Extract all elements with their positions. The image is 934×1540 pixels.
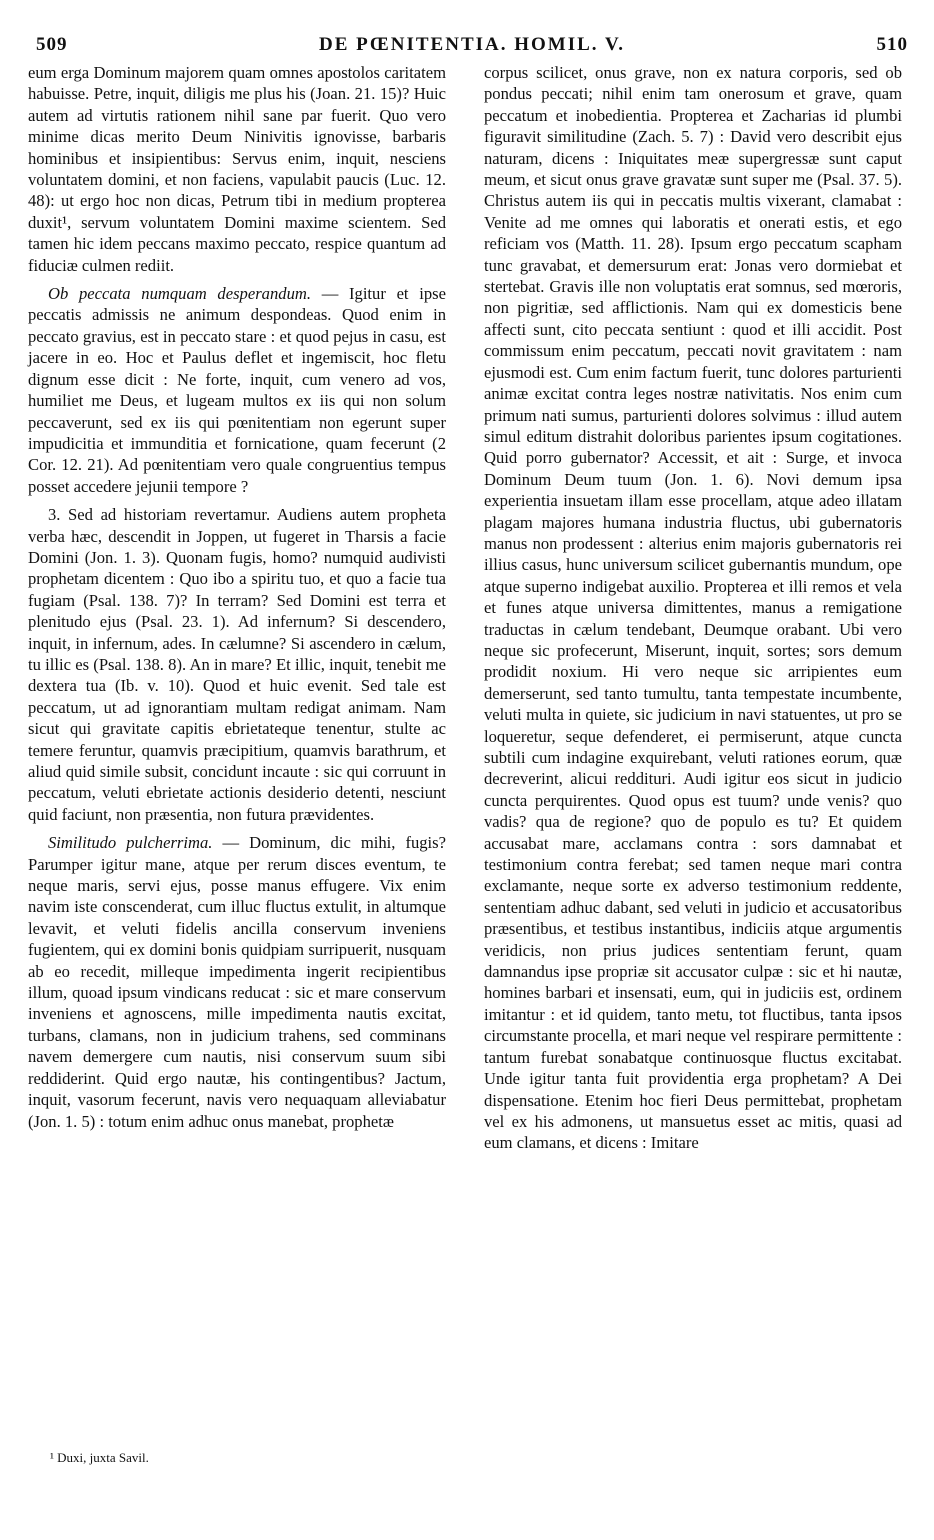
running-header [36, 34, 908, 58]
page-number-left: 509 [36, 34, 68, 55]
paragraph: eum erga Dominum majorem quam omnes apostolos caritatem habuisse. Petre, inquit, diligis me plus his (Joan. 21. 15)? Huic autem ad virtutis rationem nihil sane par fuerit. Quo vero minime dicas merito Deum Ninivitis ignovisse, barbaris hominibus et insipientibus: Servus enim, inquit, nesciens voluntatem domini, et non faciens, vapulabit paucis (Luc. 12. 48): ut ergo hoc non dicas, Petrum tibi in medium propterea duxit¹, servum voluntatem Domini maxime scientem. Sed tamen hic idem peccans maximo peccato, respice quantum ad fiduciæ culmen rediit. [28, 63, 446, 275]
paragraph [28, 832, 446, 1132]
section-heading: Ob peccata numquam desperandum. [48, 284, 311, 304]
paragraph: 3. Sed ad historiam revertamur. Audiens autem propheta verba hæc, descendit in Joppen, ut fugeret in Tharsis a facie Domini (Jon. 1. 3). Quonam fugis, homo? numquid audivisti prophetam dicentem : Quo ibo a spiritu tuo, et quo a facie tua fugiam (Psal. 138. 7)? In terram? Sed Domini est terra et plenitudo ejus (Psal. 23. 1). Ad infernum? Si descendero, inquit, in infernum, ades. In cælumne? Si ascendero in cælum, tu illic es (Psal. 138. 8). An in mare? Et illic, inquit, tenebit me dextera tua (Ib. v. 10). Quod et huic evenit. Sed tale est peccatum, ut ad ignorantiam multam redigat animam. Nam sicut qui gravitate capitis ebrietateque tenentur, stulte ac temere feruntur, quamvis præcipitium, quamvis barathrum, et aliud quid simile subsit, concidunt incaute : sic qui corruunt in peccatum, veluti ebrietate actionis desiderio detenti, nesciunt quid faciunt, non præsentia, non futura prævidentes. [28, 505, 446, 824]
section-heading: Similitudo pulcherrima. [48, 833, 213, 853]
paragraph: corpus scilicet, onus grave, non ex natura corporis, sed ob pondus peccati; nihil enim tam onerosum et grave, quam peccatum et inobedientia. Propterea et Zacharias id plumbi figuravit similitudine (Zach. 5. 7) : David vero describit ejus naturam, dicens : Iniquitates meæ supergressæ sunt caput meum, et sicut onus grave gravatæ sunt super me (Psal. 37. 5). Christus autem iis qui in peccatis multis vixerant, clamabat : Venite ad me omnes qui laboratis et onerati estis, et ego reficiam vos (Matth. 11. 28). Ipsum ergo peccatum scapham tunc gravabat, et demersurum erat: Jonas vero dormiebat et stertebat. Gravis ille non voluptatis erat somnus, sed mœroris, non pigritiæ, sed afflictionis. Nam qui ex domesticis bene affecti sunt, cito peccata sentiunt : quod et illi accidit. Post commissum enim peccatum, peccati novit gravitatem : nam ejusmodi est. Cum enim factum fuerit, tunc dolores parturienti animæ excitat contra leges nostræ nativitatis. Nos enim cum primum nati sumus, parturienti dolores solvimus : illud autem simul editum distrahit doloribus parientes ipsum cogitationes. Quid porro gubernator? Accessit, et ait : Surge, et invoca Dominum Deum tuum (Jon. 1. 6). Novi demum ipsa experientia insuetam illam esse procellam, atque adeo illatam plagam majores humana industria fluctus, ubi gubernatoris manus non prodessent : alterius enim majoris gubernatoris rei illius casus, hunc universum scilicet gubernantis mundum, ope atque superno indigebat auxilio. Propterea et illi remos et vela et funes atque universa dimittentes, manus a remigatione traductas in cælum tendebant, Deumque orabant. Ubi vero neque sic profecerunt, Miserunt, inquit, sortes; sors demum prodidit noxium. Hi vero neque sic arripientes eum demerserunt, sed tanto tumultu, tanta tempestate incumbente, veluti multa in quiete, sic judicium in navi statuentes, ut pro se loqueretur, seque defenderet, ei permiserunt, atque cuncta subtili cum indagine exquirebant, veluti rationes eorum, quæ decreverint, alicui redditurі. Audi igitur eos sicut in judicio cuncta perquirentes. Quod opus est tuum? unde venis? quo vadis? qua de regione? quo de populo es tu? Et quidem accusabat mare, acclamans contra : sors damnabat et testimonium contra ferebat; sed tamen neque mari contra exclamante, neque sorte ex adverso testimonium reddente, sententiam adhuc dabant, sed veluti in judicio et accusatoribus præsentibus, et testibus instantibus, indiciis atque argumentis veridicis, non prius judices sententiam ferunt, quam damnandus ipse propriæ sit accusator culpæ : sic et hi nautæ, homines barbari et insensati, eum, qui in judiciis est, ordinem imitantur : et id quidem, tanto metu, tot fluctibus, tanta ipsos circumstante procella, et mari neque vel respirare permittente : tantum furebat sonabatque continuosque fluctus excitabat. Unde igitur tanta fuit providentia erga prophetam? A Dei dispensatione. Etenim hoc fieri Deus permittebat, prophetam vel ex his admonens, ut mansuetus esset ac mitis, quasi ad eum clamans, et dicens : Imitare [484, 63, 902, 1153]
footnote: ¹ Duxi, juxta Savil. [50, 1450, 149, 1465]
page-number-right: 510 [876, 34, 908, 55]
running-title: DE PŒNITENTIA. HOMIL. V. [319, 34, 625, 55]
paragraph [28, 283, 446, 497]
left-column [28, 62, 446, 1139]
paragraph-text: — Igitur et ipse peccatis admissis ne animum despondeas. Quod enim in peccato gravius, est in peccato stare : et quod pejus in casu, est jacere in eo. Hoc et Paulus deflet et ingemiscit, hoc fletu dignum esse dicit : Ne forte, inquit, cum venero ad vos, humiliet me Deus, et lugeam multos ex iis qui non solum peccaverunt, sed ex iis qui pœnitentiam non egerunt super impudicitia et immunditia et fornicatione, quam fecerunt (2 Cor. 12. 21). Ad pœnitentiam vero quale congruentius tempus posset accedere jejunii tempore ? [28, 284, 446, 496]
right-column [484, 62, 902, 1161]
paragraph-text: — Dominum, dic mihi, fugis? Parumper igitur mane, atque per rerum disces eventum, te neque maris, servi ejus, posse manus effugere. Vix enim navim iste conscenderat, cum illuc fluctus extulit, in altumque levavit, et veluti fidelis ancilla conservum inveniens fugientem, qui ex domini bonis quidpiam surripuerit, nusquam ab eo recedit, milleque impedimenta ingerit recipientibus illum, quoad ipsum vindicans reducat : sic et mare conservum inveniens et agnoscens, mille impedimenta nautis excitat, turbans, clamans, non in judicium trahens, sed comminans navem demergere cum nautis, nisi conservum suum sibi reddiderint. Quid ergo nautæ, his contingentibus? Jactum, inquit, vasorum fecerunt, navis vero nequaquam alleviabatur (Jon. 1. 5) : totum enim adhuc onus manebat, prophetæ [28, 833, 446, 1131]
